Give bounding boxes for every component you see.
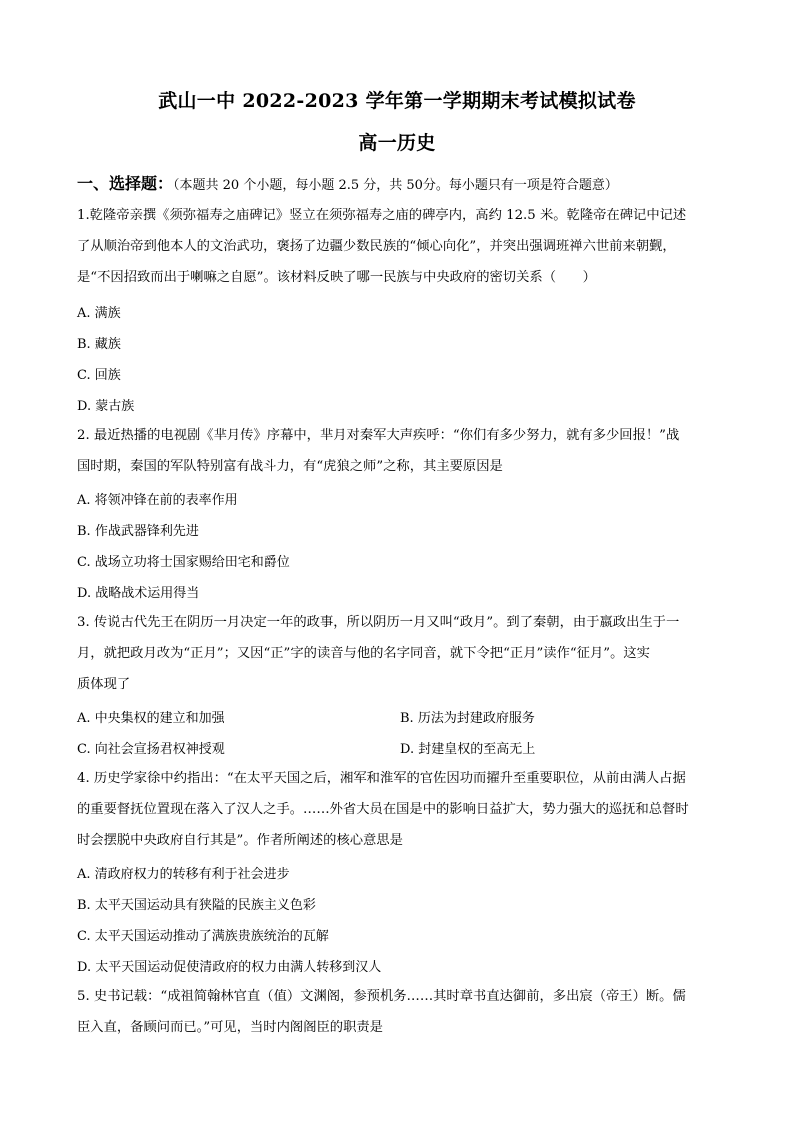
question-4-option-a[interactable]: A. 清政府权力的转移有利于社会进步 [77, 867, 290, 882]
question-5-line-1: 5. 史书记载：“成祖简翰林官直（值）文渊阁，参预机务……其时章书直达御前，多出宸（帝王）断。儒 [77, 989, 686, 1004]
question-1-option-a[interactable]: A. 满族 [77, 306, 121, 321]
question-2-option-d[interactable]: D. 战略战术运用得当 [77, 586, 200, 601]
question-2-option-c[interactable]: C. 战场立功将士国家赐给田宅和爵位 [77, 555, 290, 570]
question-4-line-2: 的重要督抚位置现在落入了汉人之手。……外省大员在国是中的影响日益扩大，势力强大的巡抚和总督时 [77, 802, 689, 817]
question-3-line-3: 质体现了 [77, 677, 131, 692]
question-1-line-2: 了从顺治帝到他本人的文治武功，褒扬了边疆少数民族的“倾心向化”，并突出强调班禅六世前来朝觐， [77, 239, 676, 254]
question-3-option-c[interactable]: C. 向社会宣扬君权神授观 [77, 742, 225, 757]
question-3-line-1: 3. 传说古代先王在阴历一月决定一年的政事，所以阴历一月又叫“政月”。到了秦朝，由于嬴政出生于一 [77, 615, 680, 630]
question-3-option-b[interactable]: B. 历法为封建政府服务 [400, 711, 535, 726]
question-1-line-3: 是“不因招致而出于喇嘛之自愿”。该材料反映了哪一民族与中央政府的密切关系（ ） [77, 270, 596, 285]
question-4-option-c[interactable]: C. 太平天国运动推动了满族贵族统治的瓦解 [77, 929, 329, 944]
question-4-option-d[interactable]: D. 太平天国运动促使清政府的权力由满人转移到汉人 [77, 960, 382, 975]
question-4-line-3: 时会摆脱中央政府自行其是”。作者所阐述的核心意思是 [77, 833, 403, 848]
question-1-option-c[interactable]: C. 回族 [77, 368, 121, 383]
section-note: （本题共 20 个小题，每小题 2.5 分，共 50分。每小题只有一项是符合题意） [173, 178, 618, 193]
question-1-option-b[interactable]: B. 藏族 [77, 337, 121, 352]
section-heading-row [77, 171, 618, 194]
question-2-option-a[interactable]: A. 将领冲锋在前的表率作用 [77, 493, 238, 508]
question-4-option-b[interactable]: B. 太平天国运动具有狭隘的民族主义色彩 [77, 898, 316, 913]
question-3-option-d[interactable]: D. 封建皇权的至高无上 [400, 742, 536, 757]
exam-title: 武山一中 2022-2023 学年第一学期期末考试模拟试卷 [158, 90, 636, 112]
question-5-line-2: 臣入直，备顾问而已。”可见，当时内阁阁臣的职责是 [77, 1020, 383, 1035]
question-2-line-1: 2. 最近热播的电视剧《芈月传》序幕中，芈月对秦军大声疾呼：“你们有多少努力，就有多少回报！”战 [77, 428, 680, 443]
question-3-line-2: 月，就把政月改为“正月”；又因“正”字的读音与他的名字同音，就下令把“正月”读作“征月”。这实 [77, 646, 650, 661]
question-1-option-d[interactable]: D. 蒙古族 [77, 399, 135, 414]
question-3-option-a[interactable]: A. 中央集权的建立和加强 [77, 711, 225, 726]
exam-subject: 高一历史 [358, 132, 436, 154]
question-2-line-2: 国时期，秦国的军队特别富有战斗力，有“虎狼之师”之称，其主要原因是 [77, 459, 503, 474]
question-4-line-1: 4. 历史学家徐中约指出：“在太平天国之后，湘军和淮军的官佐因功而擢升至重要职位，从前由满人占据 [77, 771, 686, 786]
question-2-option-b[interactable]: B. 作战武器锋利先进 [77, 524, 199, 539]
question-1-line-1: 1.乾隆帝亲撰《须弥福寿之庙碑记》竖立在须弥福寿之庙的碑亭内，高约 12.5 米。乾隆帝在碑记中记述 [77, 208, 687, 223]
section-heading: 一、选择题： [77, 174, 174, 193]
